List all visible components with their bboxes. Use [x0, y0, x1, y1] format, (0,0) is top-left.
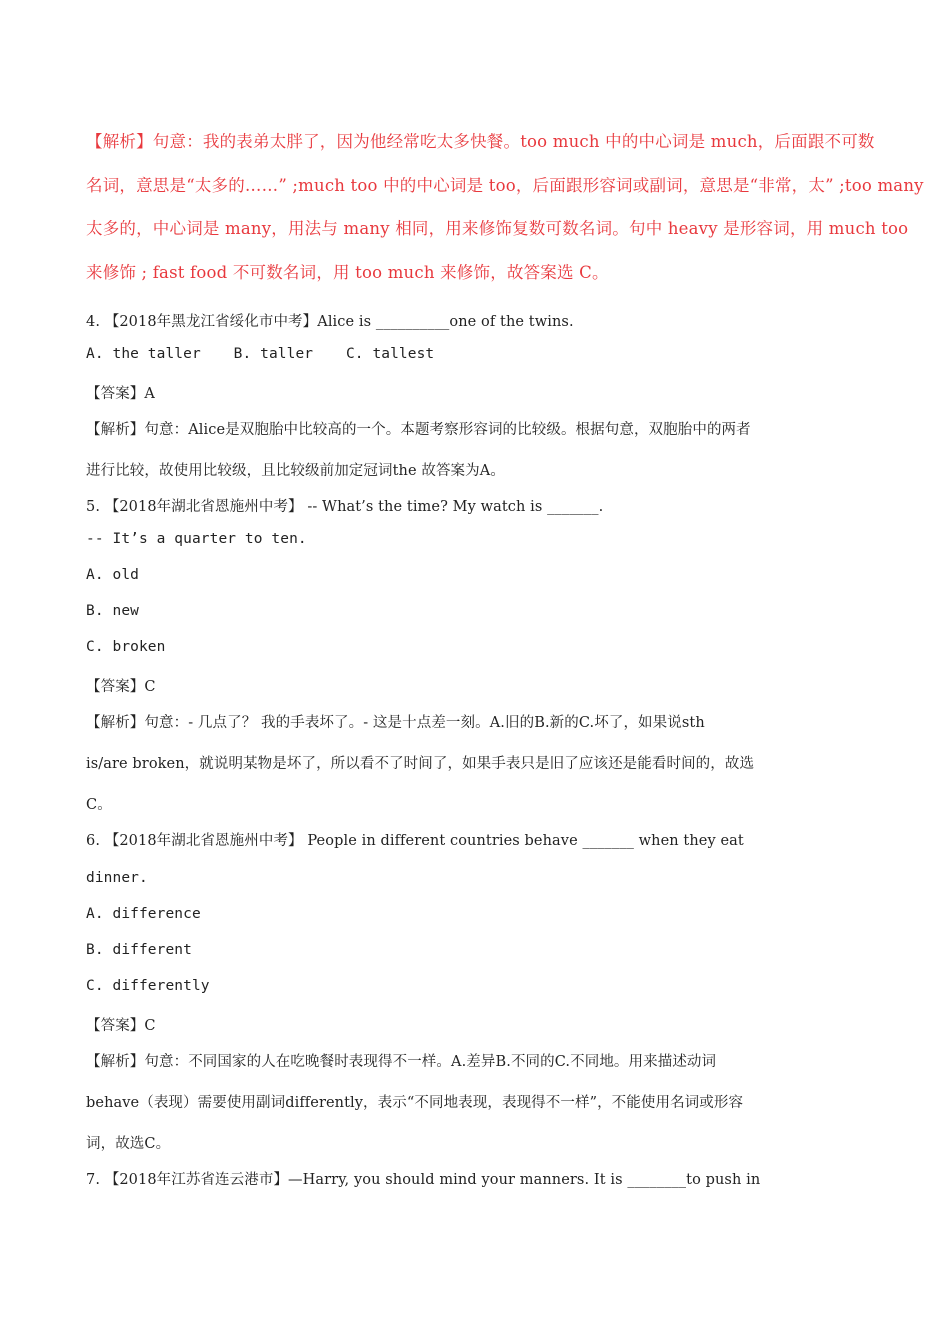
- explanation-line: 来修饰 ; fast food 不可数名词，用 too much 来修饰，故答案选 C。: [86, 262, 609, 282]
- option-b: B. different: [86, 942, 192, 958]
- question-4-options: [86, 346, 458, 362]
- question-7-stem: 7. 【2018年江苏省连云港市】—Harry, you should mind your manners. It is ________to push in: [86, 1172, 761, 1188]
- question-4-analysis: 【解析】句意：Alice是双胞胎中比较高的一个。本题考察形容词的比较级。根据句意，双胞胎中的两者: [86, 422, 751, 438]
- option-a: A. the taller: [86, 346, 201, 362]
- question-5-stem-reply: -- It’s a quarter to ten.: [86, 531, 307, 547]
- question-5-analysis: is/are broken，就说明某物是坏了，所以看不了时间了，如果手表只是旧了应该还是能看时间的，故选: [86, 756, 755, 772]
- question-5-analysis: C。: [86, 797, 112, 813]
- explanation-line: 名词，意思是“太多的……” ;much too 中的中心词是 too，后面跟形容词或副词，意思是“非常，太” ;too many: [86, 175, 924, 195]
- option-b: B. taller: [233, 346, 314, 362]
- question-6-answer: 【答案】C: [86, 1018, 156, 1034]
- question-6-stem: 6. 【2018年湖北省恩施州中考】 People in different countries behave _______ when they eat: [86, 833, 744, 849]
- question-6-analysis: 词，故选C。: [86, 1136, 171, 1152]
- question-5-analysis: 【解析】句意：- 几点了？ 我的手表坏了。- 这是十点差一刻。A.旧的B.新的C.坏了，如果说sth: [86, 715, 705, 731]
- option-c: C. tallest: [345, 346, 435, 362]
- question-4-analysis: 进行比较，故使用比较级，且比较级前加定冠词the 故答案为A。: [86, 463, 505, 479]
- option-c: C. differently: [86, 978, 210, 994]
- explanation-line: 太多的，中心词是 many，用法与 many 相同，用来修饰复数可数名词。句中 heavy 是形容词，用 much too: [86, 219, 909, 238]
- option-c: C. broken: [86, 639, 166, 655]
- explanation-line: 【解析】句意：我的表弟太胖了，因为他经常吃太多快餐。too much 中的中心词是 much，后面跟不可数: [86, 132, 875, 151]
- question-4-stem: 4. 【2018年黑龙江省绥化市中考】Alice is __________one of the twins.: [86, 314, 574, 330]
- question-6-analysis: 【解析】句意：不同国家的人在吃晚餐时表现得不一样。A.差异B.不同的C.不同地。用来描述动词: [86, 1054, 717, 1070]
- explanation-q3: [86, 120, 924, 294]
- option-a: A. old: [86, 567, 139, 583]
- question-6-stem-cont: dinner.: [86, 870, 148, 886]
- question-6-analysis: behave（表现）需要使用副词differently，表示“不同地表现，表现得不一样”，不能使用名词或形容: [86, 1095, 744, 1111]
- option-b: B. new: [86, 603, 139, 619]
- question-5-stem: 5. 【2018年湖北省恩施州中考】 -- What’s the time? My watch is _______.: [86, 499, 604, 515]
- option-a: A. difference: [86, 906, 201, 922]
- question-5-answer: 【答案】C: [86, 679, 156, 695]
- question-4-answer: 【答案】A: [86, 386, 155, 402]
